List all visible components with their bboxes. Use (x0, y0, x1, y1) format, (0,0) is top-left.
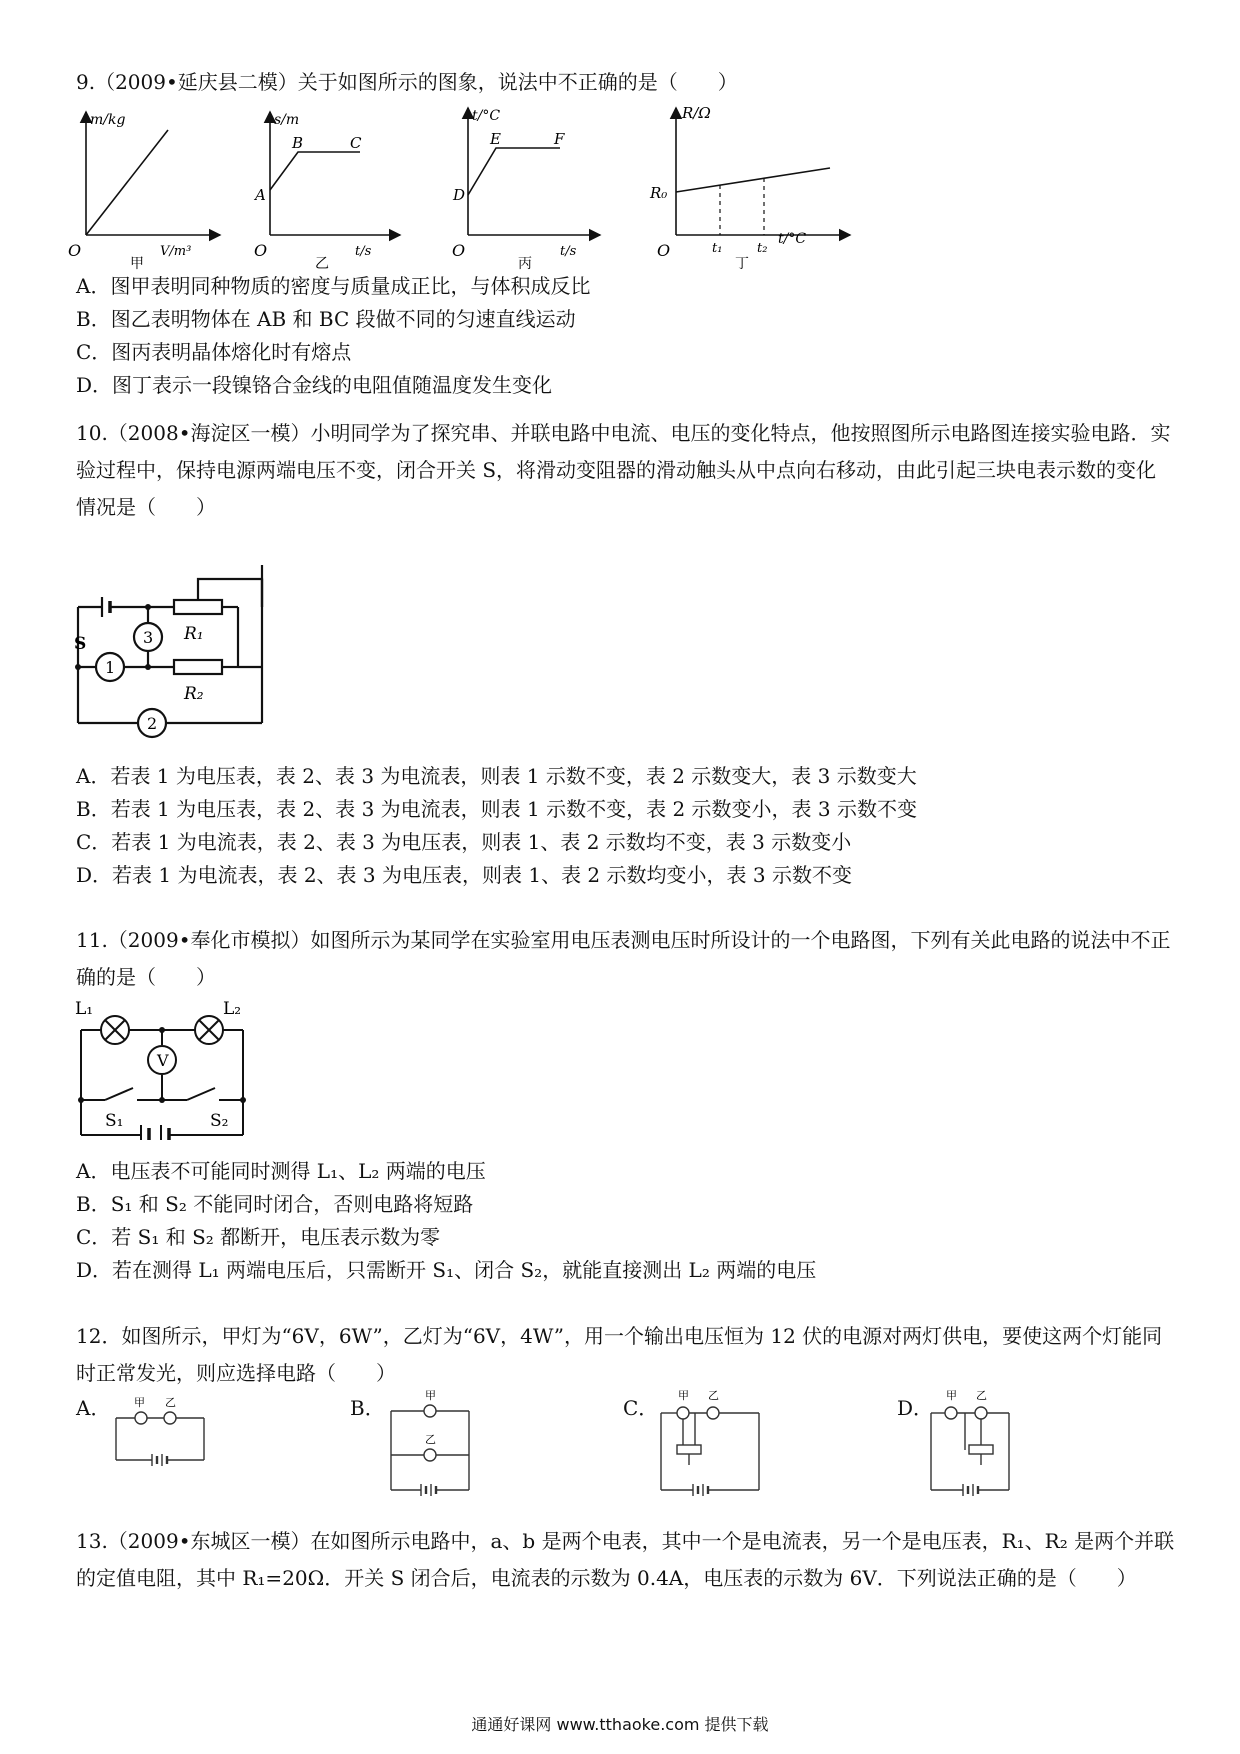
voltmeter-label: V (157, 1051, 169, 1070)
question-10-circuit (70, 565, 280, 745)
q12a-lamp-jia: 甲 (134, 1396, 145, 1409)
question-13 (76, 1523, 1176, 1597)
q12a-lamp-yi: 乙 (165, 1396, 176, 1409)
question-9 (76, 64, 1176, 101)
r2-label: R₂ (184, 684, 204, 704)
graph-ding-t1: t₁ (712, 241, 723, 256)
question-10-option-c: C．若表 1 为电流表，表 2、表 3 为电压表，则表 1、表 2 示数均不变，表 3 示数变小 (76, 830, 852, 854)
q12d-lamp-yi: 乙 (976, 1389, 987, 1402)
q12-choice-a-label: A． (76, 1396, 111, 1420)
graph-yi-point-a: A (255, 186, 266, 204)
graph-yi-point-c: C (350, 134, 362, 152)
q12-choice-c-label: C． (623, 1396, 659, 1420)
graph-bing-line (468, 148, 560, 195)
graph-yi-line (270, 152, 360, 190)
lamp-l2-label: L₂ (223, 1000, 242, 1019)
graph-ding-t2: t₂ (757, 241, 768, 256)
question-12-stem: 12．如图所示，甲灯为“6V，6W”，乙灯为“6V，4W”，用一个输出电压恒为 12 伏的电源对两灯供电，要使这两个灯能同时正常发光，则应选择电路（ ） (76, 1324, 1163, 1385)
question-13-stem: 13.（2009•东城区一模）在如图所示电路中，a、b 是两个电表，其中一个是电流表，另一个是电压表，R₁、R₂ 是两个并联的定值电阻，其中 R₁=20Ω．开关 S 闭合后，电流表的示数为 0.4A，电压表的示数为 6V．下列说法正确的是（ ） (76, 1529, 1175, 1590)
question-10 (76, 415, 1176, 526)
q12c-lamp-jia: 甲 (678, 1389, 689, 1402)
graph-jia-caption: 甲 (130, 256, 144, 270)
question-9-option-a: A．图甲表明同种物质的密度与质量成正比，与体积成反比 (76, 274, 591, 298)
graph-yi (253, 112, 400, 270)
question-11-option-a: A．电压表不可能同时测得 L₁、L₂ 两端的电压 (76, 1159, 486, 1183)
graph-ding-caption: 丁 (735, 256, 749, 270)
graph-bing-y-label: t/°C (472, 108, 501, 124)
meter-1-label: 1 (105, 658, 116, 677)
question-10-options (76, 760, 1176, 892)
question-10-option-a: A．若表 1 为电压表，表 2、表 3 为电流表，则表 1 示数不变，表 2 示数变大，表 3 示数变大 (76, 764, 917, 788)
question-10-option-d: D．若表 1 为电流表，表 2、表 3 为电压表，则表 1、表 2 示数均变小，表 3 示数不变 (76, 863, 852, 887)
graph-bing (452, 108, 600, 270)
question-9-option-c: C．图丙表明晶体熔化时有熔点 (76, 340, 352, 364)
q12b-lamp-yi: 乙 (425, 1433, 436, 1446)
q12d-lamp-jia: 甲 (946, 1389, 957, 1402)
graph-ding-y-label: R/Ω (682, 104, 711, 122)
graph-bing-origin: O (452, 241, 466, 260)
r1-resistor (174, 600, 222, 614)
meter-3-label: 3 (143, 628, 154, 647)
question-11-option-b: B．S₁ 和 S₂ 不能同时闭合，否则电路将短路 (76, 1192, 474, 1216)
question-11 (76, 922, 1176, 996)
graph-ding (649, 104, 850, 270)
question-10-option-b: B．若表 1 为电压表，表 2、表 3 为电流表，则表 1 示数不变，表 2 示数变小，表 3 示数不变 (76, 797, 917, 821)
graph-jia-y-label: m/kg (90, 112, 126, 128)
graph-bing-point-e: E (490, 130, 501, 148)
graph-bing-point-d: D (453, 186, 466, 204)
meter-2-label: 2 (147, 714, 158, 733)
graph-ding-x-label: t/°C (778, 231, 807, 247)
graph-ding-line (676, 168, 830, 192)
q12-circuit-b (385, 1385, 475, 1500)
graph-yi-caption: 乙 (315, 256, 329, 270)
question-10-stem: 10.（2008•海淀区一模）小明同学为了探究串、并联电路中电流、电压的变化特点，他按照图所示电路图连接实验电路．实验过程中，保持电源两端电压不变，闭合开关 S，将滑动变阻器的滑动触头从中点向右移动，由此引起三块电表示数的变化情况是（ ） (76, 421, 1171, 519)
question-9-options (76, 270, 1176, 402)
question-11-stem: 11.（2009•奉化市模拟）如图所示为某同学在实验室用电压表测电压时所设计的一个电路图，下列有关此电路的说法中不正确的是（ ） (76, 928, 1171, 989)
page-footer: 通通好课网 www.tthaoke.com 提供下载 (471, 1715, 769, 1734)
q12-circuit-a (110, 1392, 210, 1467)
graph-yi-point-b: B (292, 134, 304, 152)
r1-label: R₁ (184, 624, 204, 644)
graph-yi-origin: O (254, 241, 268, 260)
lamp-l1-label: L₁ (75, 1000, 94, 1019)
q12-choice-d-label: D． (897, 1396, 934, 1420)
graph-jia-origin: O (68, 241, 82, 260)
q12b-lamp-jia: 甲 (425, 1389, 436, 1402)
question-12 (76, 1318, 1176, 1392)
graph-jia-x-label: V/m³ (160, 244, 192, 259)
graph-yi-x-label: t/s (355, 244, 372, 259)
q12-circuit-c (655, 1385, 765, 1500)
question-11-circuit (75, 1000, 275, 1140)
graph-bing-x-label: t/s (560, 244, 577, 259)
graph-yi-y-label: s/m (274, 112, 300, 128)
question-11-option-c: C．若 S₁ 和 S₂ 都断开，电压表示数为零 (76, 1225, 441, 1249)
graph-jia-line (86, 130, 168, 235)
switch-s1-label: S₁ (105, 1111, 124, 1131)
question-9-option-d: D．图丁表示一段镍铬合金线的电阻值随温度发生变化 (76, 373, 553, 397)
question-11-options (76, 1155, 1176, 1287)
question-9-option-b: B．图乙表明物体在 AB 和 BC 段做不同的匀速直线运动 (76, 307, 576, 331)
switch-s-label: S (74, 634, 87, 654)
graph-jia (68, 112, 220, 270)
graph-bing-point-f: F (554, 130, 565, 148)
graph-bing-caption: 丙 (518, 256, 532, 270)
graph-ding-origin: O (657, 241, 671, 260)
q12-circuit-d (925, 1385, 1025, 1500)
r2-resistor (174, 660, 222, 674)
q12c-lamp-yi: 乙 (708, 1389, 719, 1402)
question-9-stem: 9.（2009•延庆县二模）关于如图所示的图象，说法中不正确的是（ ） (76, 70, 738, 94)
q12-choice-b-label: B． (350, 1396, 385, 1420)
graph-ding-r0: R₀ (650, 184, 668, 202)
question-11-option-d: D．若在测得 L₁ 两端电压后，只需断开 S₁、闭合 S₂，就能直接测出 L₂ 两端的电压 (76, 1258, 817, 1282)
switch-s2-label: S₂ (210, 1111, 229, 1131)
question-9-graphs (60, 100, 880, 270)
